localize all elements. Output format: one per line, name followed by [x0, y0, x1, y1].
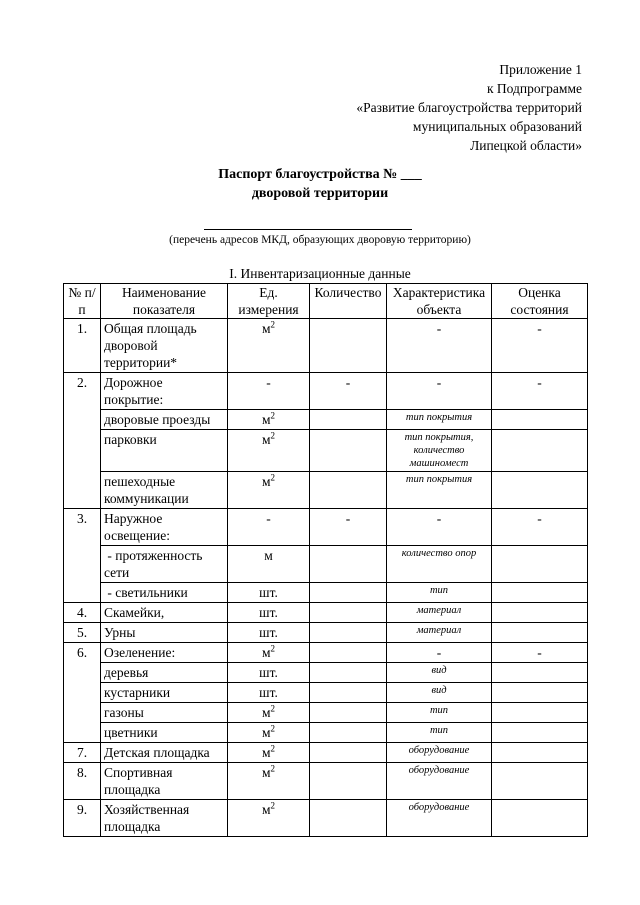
table-row [64, 472, 588, 509]
row-qty [310, 763, 387, 800]
row-qty: - [310, 373, 387, 410]
title-line-1: Паспорт благоустройства № ___ [218, 167, 422, 182]
row-cond [492, 430, 588, 472]
row-num: 9. [64, 800, 101, 837]
row-num: 4. [64, 603, 101, 623]
row-name: Общая площадь дворовой территории* [101, 319, 228, 373]
row-qty [310, 546, 387, 583]
row-num: 1. [64, 319, 101, 373]
table-row [64, 410, 588, 430]
row-qty [310, 800, 387, 837]
row-qty [310, 430, 387, 472]
row-unit: $м^2$ [228, 800, 310, 837]
row-char: оборудование [387, 800, 492, 837]
row-name: Дорожное покрытие: [101, 373, 228, 410]
row-qty [310, 723, 387, 743]
table-row [64, 683, 588, 703]
row-char: вид [387, 663, 492, 683]
row-num: 2. [64, 373, 101, 509]
row-char: - [387, 643, 492, 663]
appendix-line: Приложение 1 [499, 62, 582, 77]
row-qty [310, 583, 387, 603]
row-unit: шт. [228, 623, 310, 643]
row-qty [310, 703, 387, 723]
row-name: газоны [101, 703, 228, 723]
row-num: 6. [64, 643, 101, 743]
row-name: Урны [101, 623, 228, 643]
row-name: Детская площадка [101, 743, 228, 763]
row-name: дворовые проезды [101, 410, 228, 430]
appendix-line: к Подпрограмме [487, 81, 582, 96]
row-qty [310, 683, 387, 703]
row-qty [310, 319, 387, 373]
table-row [64, 763, 588, 800]
row-char: - [387, 373, 492, 410]
header-qty: Количество [310, 284, 387, 319]
row-unit: $м^2$ [228, 743, 310, 763]
row-qty [310, 743, 387, 763]
address-blank-line [204, 229, 412, 230]
row-qty [310, 603, 387, 623]
row-cond [492, 472, 588, 509]
row-unit: - [228, 509, 310, 546]
row-num: 3. [64, 509, 101, 603]
row-qty [310, 663, 387, 683]
row-unit: $м^2$ [228, 703, 310, 723]
address-note: (перечень адресов МКД, образующих дворовую территорию) [169, 234, 471, 246]
table-row [64, 623, 588, 643]
title-line-2: дворовой территории [251, 186, 389, 201]
table-row [64, 603, 588, 623]
row-char: тип [387, 583, 492, 603]
row-unit: $м^2$ [228, 723, 310, 743]
row-unit: $м^2$ [228, 763, 310, 800]
row-char: оборудование [387, 763, 492, 800]
row-cond [492, 683, 588, 703]
row-cond: - [492, 319, 588, 373]
row-char: материал [387, 603, 492, 623]
row-num: 8. [64, 763, 101, 800]
inventory-table [63, 283, 588, 837]
row-name: парковки [101, 430, 228, 472]
row-cond [492, 763, 588, 800]
row-unit: шт. [228, 683, 310, 703]
table-row [64, 723, 588, 743]
row-cond [492, 546, 588, 583]
row-unit: - [228, 373, 310, 410]
row-cond [492, 410, 588, 430]
row-cond [492, 723, 588, 743]
row-qty [310, 472, 387, 509]
table-row [64, 373, 588, 410]
table-row [64, 430, 588, 472]
table-row [64, 643, 588, 663]
table-row [64, 509, 588, 546]
header-cond: Оценка состояния [492, 284, 588, 319]
row-name: кустарники [101, 683, 228, 703]
row-cond: - [492, 509, 588, 546]
row-unit: шт. [228, 583, 310, 603]
row-cond: - [492, 643, 588, 663]
row-cond [492, 703, 588, 723]
row-char: тип покрытия, количество машиномест [387, 430, 492, 472]
row-char: оборудование [387, 743, 492, 763]
row-unit: $м^2$ [228, 430, 310, 472]
table-row [64, 546, 588, 583]
row-unit: шт. [228, 603, 310, 623]
row-unit: м [228, 546, 310, 583]
header-char: Характеристика объекта [387, 284, 492, 319]
row-char: тип [387, 703, 492, 723]
header-num: № п/п [64, 284, 101, 319]
row-cond: - [492, 373, 588, 410]
table-header-row [64, 284, 588, 319]
row-qty [310, 643, 387, 663]
row-name: Спортивная площадка [101, 763, 228, 800]
section-title: I. Инвентаризационные данные [229, 266, 411, 281]
row-cond [492, 743, 588, 763]
table-row [64, 800, 588, 837]
row-cond [492, 603, 588, 623]
header-name: Наименование показателя [101, 284, 228, 319]
row-num: 7. [64, 743, 101, 763]
header-unit: Ед. измерения [228, 284, 310, 319]
table-row [64, 663, 588, 683]
row-qty [310, 410, 387, 430]
appendix-block [356, 60, 582, 155]
row-unit: шт. [228, 663, 310, 683]
row-char: тип покрытия [387, 410, 492, 430]
row-unit: $м^2$ [228, 643, 310, 663]
row-cond [492, 800, 588, 837]
row-name: Озеленение: [101, 643, 228, 663]
row-char: тип покрытия [387, 472, 492, 509]
row-qty [310, 623, 387, 643]
row-num: 5. [64, 623, 101, 643]
row-name: Скамейки, [101, 603, 228, 623]
table-row [64, 319, 588, 373]
row-name: Наружное освещение: [101, 509, 228, 546]
appendix-line: Липецкой области» [470, 138, 582, 153]
row-char: - [387, 509, 492, 546]
appendix-line: муниципальных образований [412, 119, 582, 134]
row-qty: - [310, 509, 387, 546]
row-char: - [387, 319, 492, 373]
row-char: вид [387, 683, 492, 703]
row-name: - светильники [101, 583, 228, 603]
row-unit: $м^2$ [228, 410, 310, 430]
row-name: Хозяйственная площадка [101, 800, 228, 837]
table-row [64, 703, 588, 723]
row-name: цветники [101, 723, 228, 743]
row-name: пешеходные коммуникации [101, 472, 228, 509]
table-row [64, 743, 588, 763]
row-unit: $м^2$ [228, 319, 310, 373]
row-unit: $м^2$ [228, 472, 310, 509]
row-cond [492, 583, 588, 603]
row-name: деревья [101, 663, 228, 683]
row-cond [492, 623, 588, 643]
row-char: материал [387, 623, 492, 643]
row-char: тип [387, 723, 492, 743]
table-row [64, 583, 588, 603]
document-title [0, 165, 640, 203]
row-name: - протяженность сети [101, 546, 228, 583]
row-cond [492, 663, 588, 683]
appendix-line: «Развитие благоустройства территорий [356, 100, 582, 115]
row-char: количество опор [387, 546, 492, 583]
